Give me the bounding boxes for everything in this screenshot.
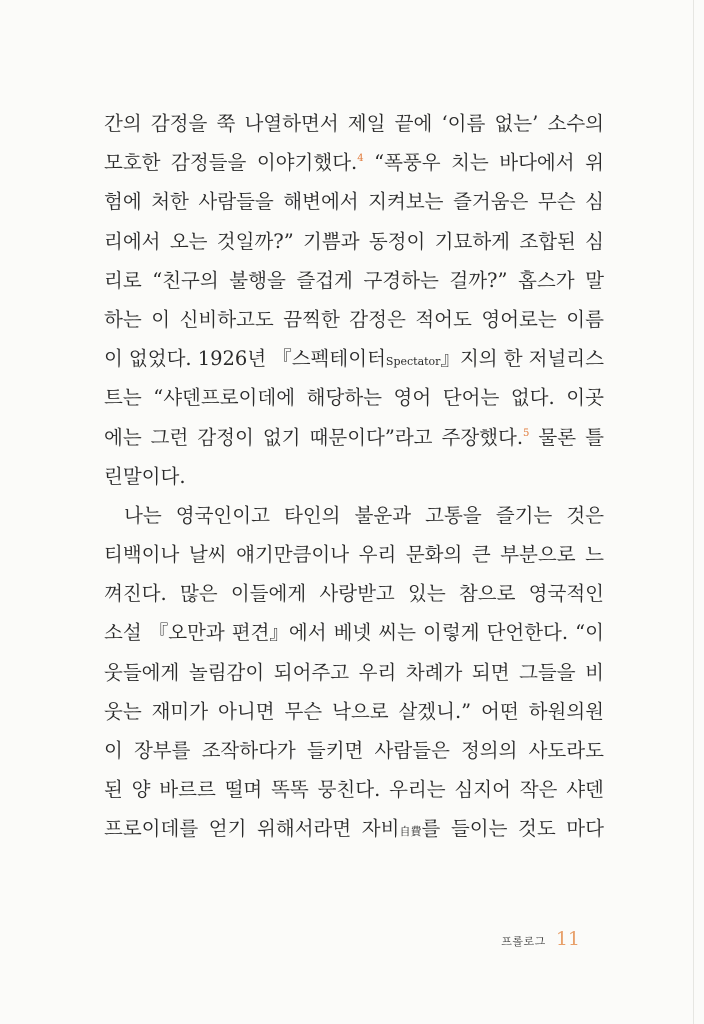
running-footer-label: 프롤로그 (501, 935, 546, 948)
text-line: 프로이데를 얻기 위해서라면 자비自費를 들이는 것도 마다 (104, 817, 604, 841)
page-number: 11 (555, 928, 580, 950)
inline-annotation: 自費 (399, 825, 422, 839)
page-footer (501, 928, 580, 950)
body-text (104, 104, 604, 849)
text-line: 이 장부를 조작하다가 들키면 사람들은 정의의 사도라도 (104, 739, 604, 762)
footnote-marker: 5 (523, 427, 530, 439)
text-line: 이 없었다. 1926년 『스펙테이터Spectator』지의 한 저널리스 (104, 347, 604, 371)
text-line: 에는 그런 감정이 없기 때문이다”라고 주장했다.$^5$ 물론 틀 (104, 425, 604, 449)
text-line: 리로 “친구의 불행을 즐겁게 구경하는 걸까?” 홉스가 말 (104, 268, 604, 292)
inline-annotation: Spectator (385, 355, 441, 369)
text-line: 트는 “샤덴프로이데에 해당하는 영어 단어는 없다. 이곳 (104, 386, 604, 410)
text-line: 웃는 재미가 아니면 무슨 낙으로 살겠니.” 어떤 하원의원 (104, 699, 604, 723)
text-line: 린 말이다. (104, 464, 186, 488)
text-line: 리에서 오는 것일까?” 기쁨과 동정이 기묘하게 조합된 심 (104, 229, 604, 253)
text-line: 하는 이 신비하고도 끔찍한 감정은 적어도 영어로는 이름 (104, 307, 604, 331)
text-line: 소설 『오만과 편견』에서 베넷 씨는 이렇게 단언한다. “이 (104, 621, 604, 645)
text-line: 험에 처한 사람들을 해변에서 지켜보는 즐거움은 무슨 심 (104, 190, 604, 214)
text-line: 된 양 바르르 떨며 똑똑 뭉친다. 우리는 심지어 작은 샤덴 (104, 778, 604, 802)
text-line: 간의 감정을 쭉 나열하면서 제일 끝에 ‘이름 없는’ 소수의 (104, 112, 604, 135)
page-edge (693, 0, 694, 1024)
footnote-marker: 4 (357, 153, 364, 165)
text-line: 웃들에게 놀림감이 되어주고 우리 차례가 되면 그들을 비 (104, 660, 604, 684)
text-line: 모호한 감정들을 이야기했다.$^4$ “폭풍우 치는 바다에서 위 (104, 151, 604, 175)
text-line: 껴진다. 많은 이들에게 사랑받고 있는 참으로 영국적인 (104, 582, 604, 606)
text-line: 티백이나 날씨 얘기만큼이나 우리 문화의 큰 부분으로 느 (104, 543, 604, 567)
text-line: 나는 영국인이고 타인의 불운과 고통을 즐기는 것은 (124, 503, 604, 527)
